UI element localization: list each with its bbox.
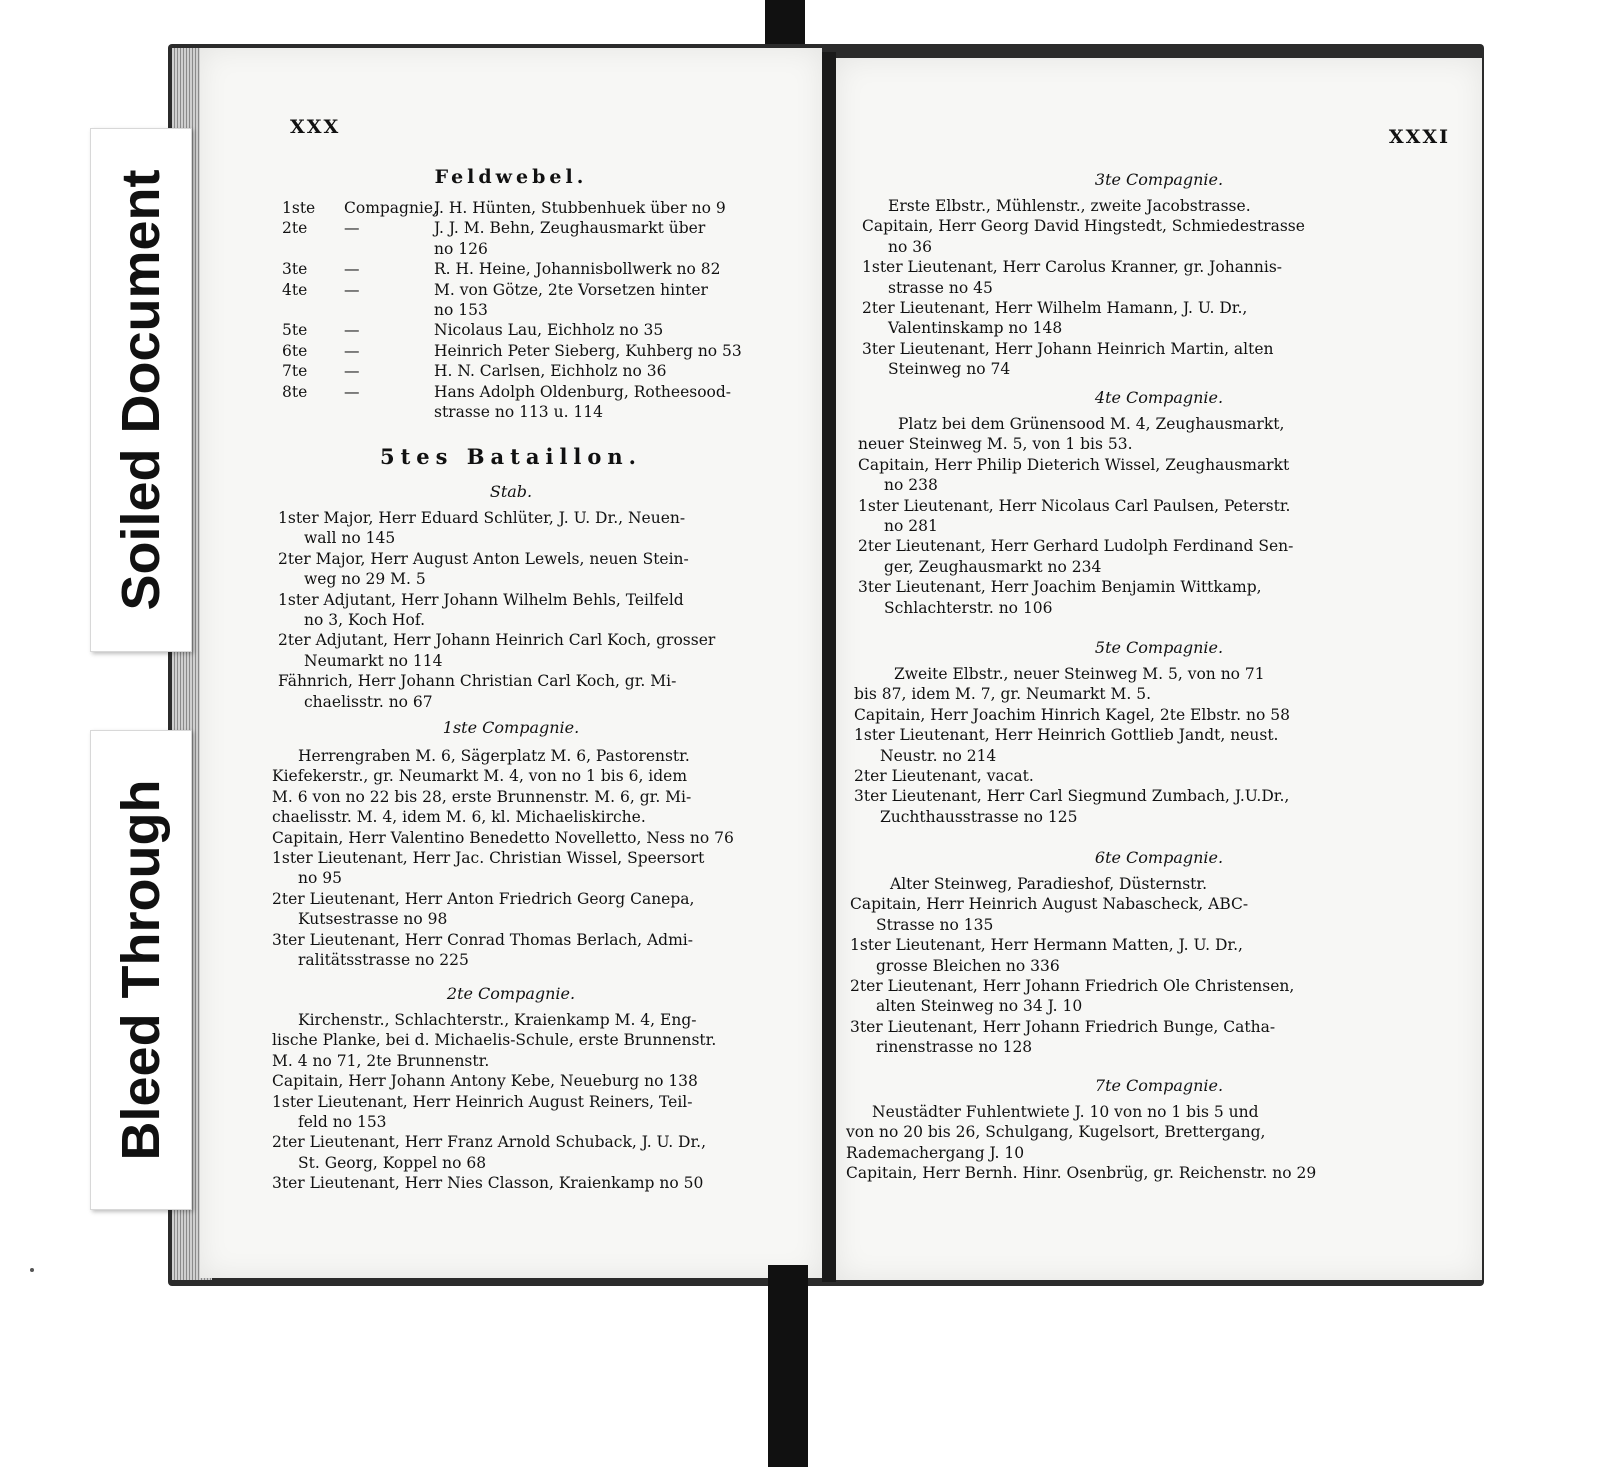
text-line: no 36 [888,237,932,256]
text-line: Zuchthausstrasse no 125 [880,807,1078,826]
text-line: Valentinskamp no 148 [888,319,1063,338]
stab-list [278,508,715,712]
compagnie-7-heading: 7te Compagnie. [1094,1076,1224,1095]
text-line: Alter Steinweg, Paradieshof, Düsternstr. [890,875,1208,893]
text-line: 1ster Lieutenant, Herr Heinrich August Reiners, Teil- [272,1092,693,1111]
binding-strip-top [765,0,805,50]
text-line: no 95 [298,869,342,888]
soiled-document-label: Soiled Document [90,128,192,652]
text-line: ralitätsstrasse no 225 [298,951,469,970]
feldwebel-row: no 153 [434,301,488,320]
feldwebel-row: 6te — Heinrich Peter Sieberg, Kuhberg no 53 [282,341,742,360]
compagnie-7-list [846,1102,1316,1184]
text-line: 2ter Major, Herr August Anton Lewels, neuen Stein- [278,549,689,568]
feldwebel-row: 1ste Compagnie, J. H. Hünten, Stubbenhuek über no 9 [282,199,726,217]
text-line: Capitain, Herr Johann Antony Kebe, Neueburg no 138 [272,1072,698,1091]
text-line: 2ter Lieutenant, vacat. [854,767,1034,786]
text-line: 2ter Lieutenant, Herr Wilhelm Hamann, J. U. Dr., [862,299,1248,318]
text-line: Capitain, Herr Georg David Hingstedt, Schmiedestrasse [862,217,1305,236]
bleed-through-label: Bleed Through [90,730,192,1210]
text-line: 2ter Lieutenant, Herr Gerhard Ludolph Ferdinand Sen- [858,537,1294,556]
bataillon-heading: 5tes Bataillon. [380,444,642,469]
text-line: Neustädter Fuhlentwiete J. 10 von no 1 bis 5 und [872,1103,1259,1121]
text-line: 1ster Lieutenant, Herr Heinrich Gottlieb Jandt, neust. [854,726,1279,745]
text-line: 3ter Lieutenant, Herr Johann Heinrich Martin, alten [862,339,1274,358]
text-line: Capitain, Herr Philip Dieterich Wissel, Zeughausmarkt [858,455,1290,474]
text-line: chaelisstr. M. 4, idem M. 6, kl. Michaeliskirche. [272,808,646,827]
text-line: feld no 153 [298,1113,387,1132]
text-line: alten Steinweg no 34 J. 10 [876,997,1083,1016]
text-line: Kiefekerstr., gr. Neumarkt M. 4, von no 1 bis 6, idem [272,767,688,786]
compagnie-2-heading: 2te Compagnie. [446,984,576,1003]
text-line: Neumarkt no 114 [304,651,443,670]
text-line: Zweite Elbstr., neuer Steinweg M. 5, von no 71 [894,665,1265,683]
text-line: no 281 [884,517,938,536]
compagnie-1-list [272,746,734,970]
text-line: Kirchenstr., Schlachterstr., Kraienkamp M. 4, Eng- [298,1011,697,1029]
feldwebel-row: 4te — M. von Götze, 2te Vorsetzen hinter [282,280,708,299]
feldwebel-row: no 126 [434,239,488,258]
feldwebel-row: 8te — Hans Adolph Oldenburg, Rotheesood- [282,382,732,401]
text-line: 3ter Lieutenant, Herr Carl Siegmund Zumbach, J.U.Dr., [854,787,1290,806]
feldwebel-row: strasse no 113 u. 114 [434,403,604,422]
compagnie-2-list [272,1010,716,1194]
text-line: chaelisstr. no 67 [304,692,433,711]
text-line: St. Georg, Koppel no 68 [298,1153,487,1172]
text-line: neuer Steinweg M. 5, von 1 bis 53. [858,435,1133,454]
text-line: 3ter Lieutenant, Herr Johann Friedrich Bunge, Catha- [850,1017,1276,1036]
text-line: 3ter Lieutenant, Herr Nies Classon, Kraienkamp no 50 [272,1174,704,1193]
text-line: ger, Zeughausmarkt no 234 [884,557,1102,576]
text-line: 3ter Lieutenant, Herr Joachim Benjamin Wittkamp, [858,578,1262,597]
text-line: 1ster Major, Herr Eduard Schlüter, J. U. Dr., Neuen- [278,509,686,527]
compagnie-3-heading: 3te Compagnie. [1094,170,1224,189]
text-line: 1ster Adjutant, Herr Johann Wilhelm Behls, Teilfeld [278,590,684,609]
text-line: wall no 145 [304,529,396,548]
feldwebel-list [282,198,742,422]
text-line: Platz bei dem Grünensood M. 4, Zeughausmarkt, [898,415,1285,433]
text-line: no 238 [884,476,938,495]
compagnie-5-list [854,664,1290,827]
text-line: lische Planke, bei d. Michaelis-Schule, erste Brunnenstr. [272,1031,717,1050]
text-line: 2ter Adjutant, Herr Johann Heinrich Carl Koch, grosser [278,631,716,650]
text-line: Capitain, Herr Heinrich August Nabascheck, ABC- [850,895,1249,914]
compagnie-3-list [862,196,1305,380]
feldwebel-row: 3te — R. H. Heine, Johannisbollwerk no 82 [282,260,721,279]
text-line: 3ter Lieutenant, Herr Conrad Thomas Berlach, Admi- [272,930,693,949]
compagnie-6-list [850,874,1294,1058]
feldwebel-row: 5te — Nicolaus Lau, Eichholz no 35 [282,321,664,340]
text-line: Schlachterstr. no 106 [884,598,1053,617]
text-line: Capitain, Herr Bernh. Hinr. Osenbrüg, gr. Reichenstr. no 29 [846,1164,1317,1183]
text-line: Erste Elbstr., Mühlenstr., zweite Jacobstrasse. [888,197,1251,215]
text-line: bis 87, idem M. 7, gr. Neumarkt M. 5. [854,685,1152,704]
text-line: Capitain, Herr Valentino Benedetto Novelletto, Ness no 76 [272,828,734,847]
feldwebel-row: 2te — J. J. M. Behn, Zeughausmarkt über [282,219,706,238]
text-line: Herrengraben M. 6, Sägerplatz M. 6, Pastorenstr. [298,747,690,765]
text-line: Kutsestrasse no 98 [298,910,448,929]
text-line: Fähnrich, Herr Johann Christian Carl Koch, gr. Mi- [278,672,677,691]
feldwebel-heading: Feldwebel. [434,166,588,188]
right-page [836,58,1482,1280]
dust-speck [30,1268,34,1272]
text-line: 2ter Lieutenant, Herr Johann Friedrich Ole Christensen, [850,977,1295,996]
text-line: strasse no 45 [888,278,993,297]
left-page [200,48,822,1278]
page-number-left: XXX [290,116,341,138]
stab-heading: Stab. [489,482,533,501]
compagnie-4-heading: 4te Compagnie. [1094,388,1224,407]
text-line: Rademachergang J. 10 [846,1143,1025,1162]
book-gutter [822,52,836,1282]
compagnie-1-heading: 1ste Compagnie. [442,718,580,737]
compagnie-5-heading: 5te Compagnie. [1094,638,1224,657]
text-line: Neustr. no 214 [880,746,997,765]
text-line: 1ster Lieutenant, Herr Nicolaus Carl Paulsen, Peterstr. [858,496,1291,515]
text-line: 1ster Lieutenant, Herr Jac. Christian Wissel, Speersort [272,849,705,868]
text-line: weg no 29 M. 5 [304,570,426,589]
text-line: von no 20 bis 26, Schulgang, Kugelsort, Brettergang, [846,1123,1266,1142]
text-line: M. 6 von no 22 bis 28, erste Brunnenstr. M. 6, gr. Mi- [272,787,692,806]
text-line: rinenstrasse no 128 [876,1038,1033,1057]
text-line: grosse Bleichen no 336 [876,956,1060,975]
page-number-right: XXXI [1388,126,1450,148]
text-line: 1ster Lieutenant, Herr Hermann Matten, J. U. Dr., [850,936,1243,955]
text-line: M. 4 no 71, 2te Brunnenstr. [272,1051,490,1070]
text-line: 1ster Lieutenant, Herr Carolus Kranner, gr. Johannis- [862,258,1283,277]
text-line: 2ter Lieutenant, Herr Franz Arnold Schuback, J. U. Dr., [272,1133,707,1152]
text-line: Capitain, Herr Joachim Hinrich Kagel, 2te Elbstr. no 58 [854,705,1290,724]
text-line: Steinweg no 74 [888,360,1011,379]
text-line: no 3, Koch Hof. [304,611,426,630]
compagnie-6-heading: 6te Compagnie. [1094,848,1224,867]
text-line: Strasse no 135 [876,915,994,934]
text-line: 2ter Lieutenant, Herr Anton Friedrich Georg Canepa, [272,889,695,908]
binding-strip-bottom [768,1265,808,1467]
compagnie-4-list [858,414,1293,618]
feldwebel-row: 7te — H. N. Carlsen, Eichholz no 36 [282,362,667,381]
